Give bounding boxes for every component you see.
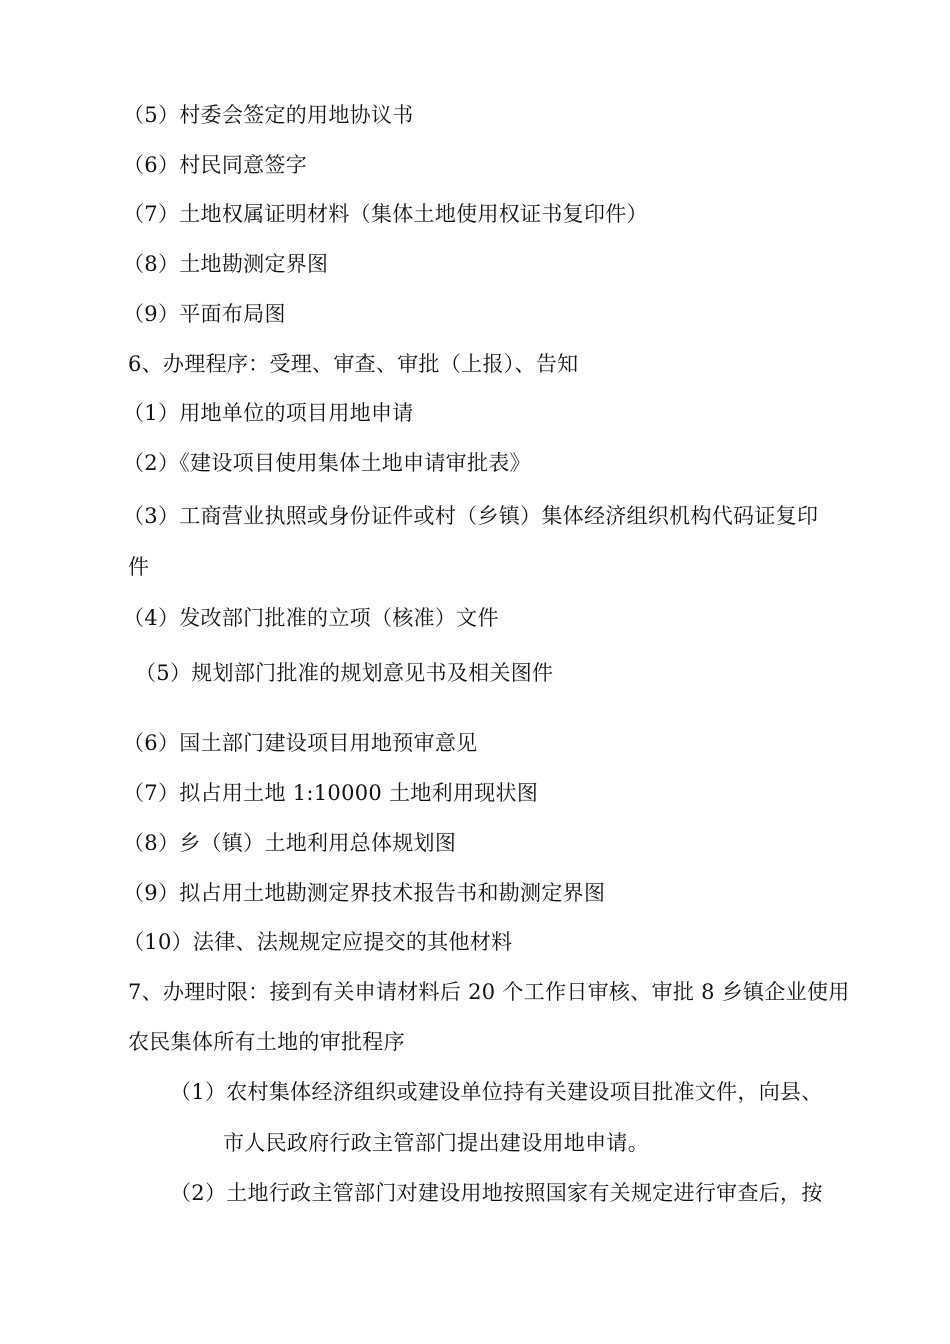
list-item: （9）拟占用土地勘测定界技术报告书和勘测定界图 xyxy=(123,881,606,905)
section-heading-continuation: 农民集体所有土地的审批程序 xyxy=(128,1030,405,1054)
section-heading: 6、办理程序：受理、审查、审批（上报）、告知 xyxy=(128,352,579,376)
list-item-continuation: 件 xyxy=(128,555,150,579)
list-item: （1）用地单位的项目用地申请 xyxy=(123,401,414,425)
list-item: （9）平面布局图 xyxy=(123,302,286,326)
list-item: （2）土地行政主管部门对建设用地按照国家有关规定进行审查后，按 xyxy=(170,1181,823,1205)
list-item: （8）乡（镇）土地利用总体规划图 xyxy=(123,831,457,855)
list-item: （5）规划部门批准的规划意见书及相关图件 xyxy=(135,661,554,685)
list-item: （1）农村集体经济组织或建设单位持有关建设项目批准文件，向县、 xyxy=(170,1080,823,1104)
list-item: （8）土地勘测定界图 xyxy=(123,252,329,276)
section-heading: 7、办理时限：接到有关申请材料后 20 个工作日审核、审批 8 乡镇企业使用 xyxy=(128,980,850,1004)
list-item: （7）拟占用土地 1:10000 土地利用现状图 xyxy=(123,781,539,805)
list-item: （6）村民同意签字 xyxy=(123,153,308,177)
list-item-continuation: 市人民政府行政主管部门提出建设用地申请。 xyxy=(223,1131,649,1155)
list-item: （2）《建设项目使用集体土地申请审批表》 xyxy=(123,451,531,475)
list-item: （4）发改部门批准的立项（核准）文件 xyxy=(123,606,499,630)
list-item: （5）村委会签定的用地协议书 xyxy=(123,103,414,127)
list-item: （6）国土部门建设项目用地预审意见 xyxy=(123,731,478,755)
list-item: （7）土地权属证明材料（集体土地使用权证书复印件） xyxy=(123,202,648,226)
list-item: （3）工商营业执照或身份证件或村（乡镇）集体经济组织机构代码证复印 xyxy=(123,504,819,528)
list-item: （10）法律、法规规定应提交的其他材料 xyxy=(123,930,513,954)
